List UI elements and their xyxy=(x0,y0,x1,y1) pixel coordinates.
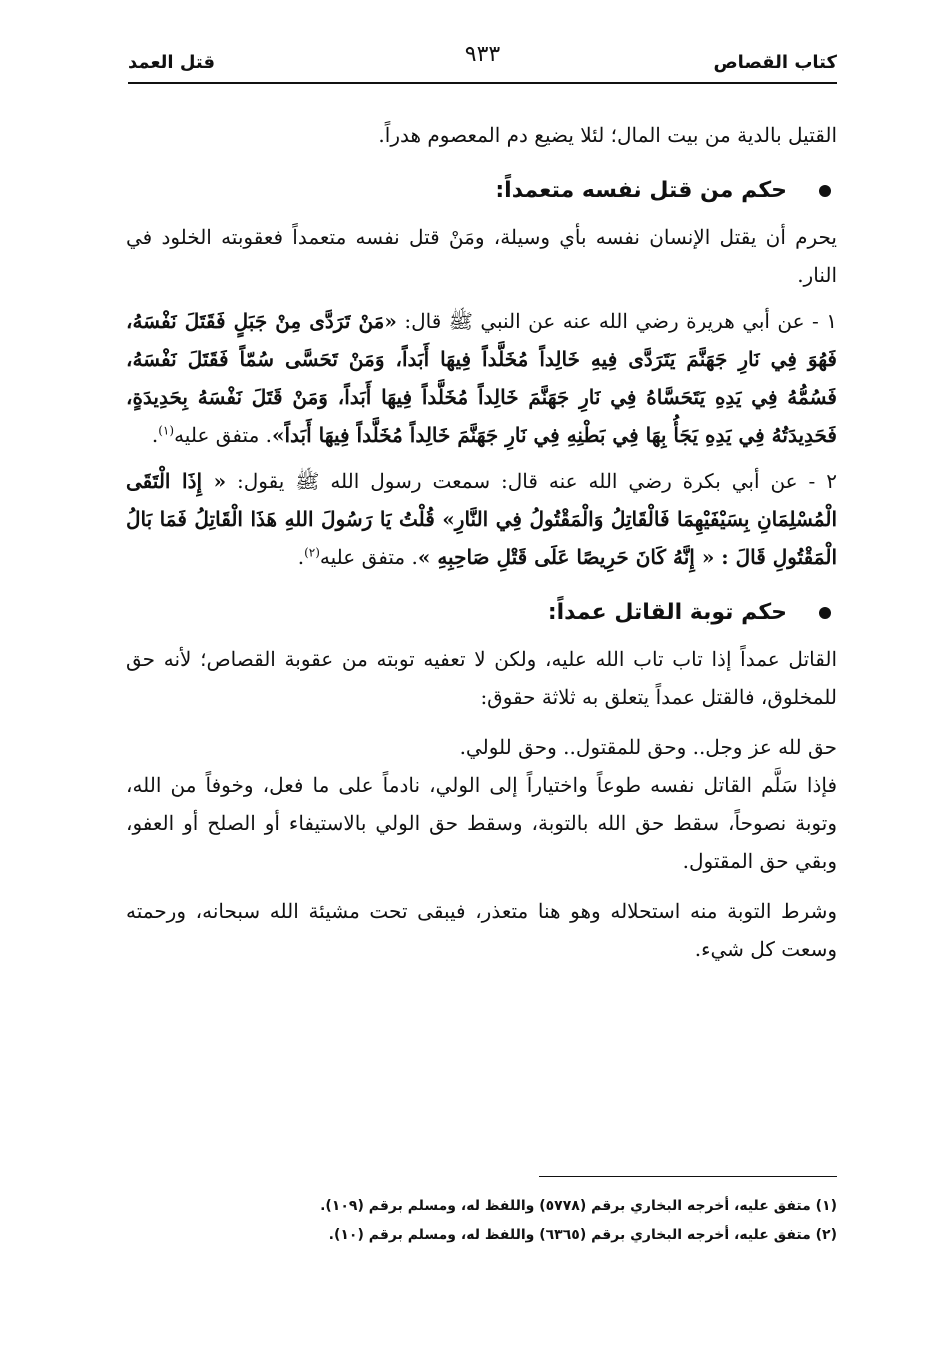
hadith-2 xyxy=(126,462,837,576)
page-content xyxy=(126,116,837,968)
hadith-number: ١ - xyxy=(804,308,837,333)
hadith-narration: عن أبي بكرة رضي الله عنه قال: سمعت رسول الله ﷺ يقول: xyxy=(226,468,798,493)
hadith-quote: «مَنْ تَرَدَّى مِنْ جَبَلٍ فَقَتَلَ نَفْسَهُ، فَهُوَ فِي نَارِ جَهَنَّمَ يَتَرَدَّى فِيهِ خَالِداً مُخَلَّداً فِيهَا أَبَداً، وَمَنْ تَحَسَّى سُمّاً فَقَتَلَ نَفْسَهُ، فَسُمُّهُ فِي يَدِهِ يَتَحَسَّاهُ فِي نَارِ جَهَنَّمَ خَالِداً مُخَلَّداً فِيهَا أَبَداً، وَمَنْ قَتَلَ نَفْسَهُ بِحَدِيدَةٍ، فَحَدِيدَتُهُ فِي يَدِهِ يَجَأُ بِهَا فِي بَطْنِهِ فِي نَارِ جَهَنَّمَ خَالِداً مُخَلَّداً فِيهَا أَبَداً» xyxy=(126,308,837,447)
hadith-1 xyxy=(126,302,837,454)
heading-repentance-ruling xyxy=(126,592,837,634)
bullet-icon xyxy=(819,607,831,619)
header-divider xyxy=(128,82,837,84)
hadith-number: ٢ - xyxy=(797,468,837,493)
paragraph-suicide: يحرم أن يقتل الإنسان نفسه بأي وسيلة، ومَنْ قتل نفسه متعمداً فعقوبته الخلود في النار. xyxy=(126,224,837,287)
footnote-2: (٢) متفق عليه، أخرجه البخاري برقم (٦٣٦٥) واللفظ له، ومسلم برقم (١٠). xyxy=(328,1227,837,1244)
hadith-narration: عن أبي هريرة رضي الله عنه عن النبي ﷺ قال: xyxy=(396,308,805,333)
footnote-reference: (١) xyxy=(158,423,175,438)
heading-suicide-ruling xyxy=(126,170,837,212)
hadith-grading: . متفق عليه xyxy=(319,544,418,569)
paragraph-surrender: فإذا سَلَّم القاتل نفسه طوعاً واختياراً إلى الولي، نادماً على ما فعل، وخوفاً من الله، وتوبة نصوحاً، سقط حق الله بالتوبة، وسقط حق الولي بالاستيفاء أو الصلح أو العفو، وبقي حق المقتول. xyxy=(126,772,837,873)
heading-text: حكم توبة القاتل عمداً: xyxy=(547,599,787,625)
intro-paragraph: القتيل بالدية من بيت المال؛ لئلا يضيع دم المعصوم هدراً. xyxy=(378,123,837,147)
footnote-1: (١) متفق عليه، أخرجه البخاري برقم (٥٧٧٨) واللفظ له، ومسلم برقم (١٠٩). xyxy=(320,1198,837,1214)
footnote-reference: (٢) xyxy=(304,545,320,560)
sentence-end: . xyxy=(151,422,159,447)
paragraph-three-rights: حق لله عز وجل.. وحق للمقتول.. وحق للولي. xyxy=(459,734,837,759)
paragraph-condition: وشرط التوبة منه استحلاله وهو هنا متعذر، فيبقى تحت مشيئة الله سبحانه، ورحمته وسعت كل شيء. xyxy=(126,898,837,961)
footnotes xyxy=(126,1192,837,1251)
paragraph-repentance: القاتل عمداً إذا تاب تاب الله عليه، ولكن لا تعفيه توبته من عقوبة القصاص؛ لأنه حق للمخلوق، فالقتل عمداً يتعلق به ثلاثة حقوق: xyxy=(126,646,837,709)
book-title: كتاب القصاص xyxy=(713,52,837,73)
footnote-divider xyxy=(539,1176,837,1177)
bullet-icon xyxy=(819,185,831,197)
hadith-grading: . متفق عليه xyxy=(174,422,272,447)
page-header xyxy=(128,40,837,84)
heading-text: حكم من قتل نفسه متعمداً: xyxy=(495,178,787,203)
hadith-quote: « إِذَا الْتَقَى الْمُسْلِمَانِ بِسَيْفَيْهِمَا فَالْقَاتِلُ وَالْمَقْتُولُ فِي النَّارِ» قُلْتُ يَا رَسُولَ اللهِ هَذَا الْقَاتِلُ فَمَا بَالُ الْمَقْتُولِ قَالَ : « إِنَّهُ كَانَ حَرِيصًا عَلَى قَتْلِ صَاحِبِهِ » xyxy=(126,468,837,569)
section-title: قتل العمد xyxy=(128,52,216,73)
sentence-end: . xyxy=(297,544,305,569)
page-number: ٩٣٣ xyxy=(464,42,501,67)
